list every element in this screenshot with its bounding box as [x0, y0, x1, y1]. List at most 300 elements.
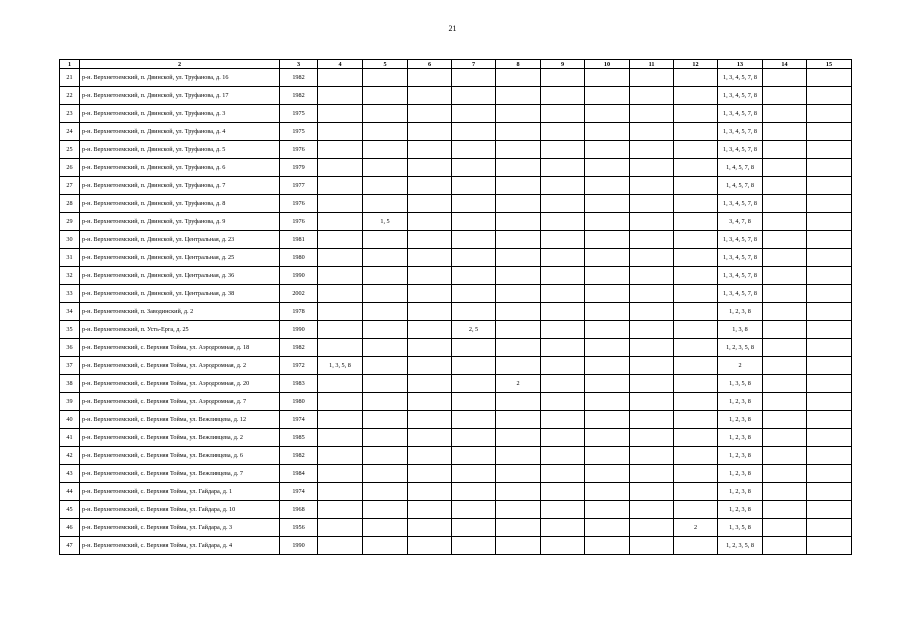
col-13-cell: 1, 2, 3, 8	[718, 447, 763, 465]
col-9-cell	[541, 447, 585, 465]
year-cell: 1975	[280, 105, 318, 123]
col-9-cell	[541, 195, 585, 213]
col-5-cell	[363, 303, 408, 321]
col-6-cell	[408, 537, 452, 555]
col-8-cell	[496, 159, 541, 177]
col-4-cell	[318, 411, 363, 429]
col-13-cell: 1, 3, 5, 8	[718, 519, 763, 537]
year-cell: 2002	[280, 285, 318, 303]
col-12-cell	[674, 339, 718, 357]
col-4-cell	[318, 447, 363, 465]
col-10-cell	[585, 375, 630, 393]
col-15-cell	[807, 159, 852, 177]
table-row	[60, 483, 852, 501]
housing-table	[59, 59, 852, 555]
col-12-cell	[674, 249, 718, 267]
col-11-cell	[630, 465, 674, 483]
col-12-cell	[674, 357, 718, 375]
col-13-cell: 1, 2, 3, 8	[718, 303, 763, 321]
row-number: 36	[60, 339, 80, 357]
column-header-1: 1	[60, 60, 80, 69]
col-9-cell	[541, 249, 585, 267]
column-header-11: 11	[630, 60, 674, 69]
col-14-cell	[763, 519, 807, 537]
col-4-cell	[318, 429, 363, 447]
col-11-cell	[630, 303, 674, 321]
col-14-cell	[763, 501, 807, 519]
column-header-8: 8	[496, 60, 541, 69]
col-10-cell	[585, 267, 630, 285]
address-cell: р-н. Верхнетоемский, п. Двинской, ул. Труфанова, д. 5	[80, 141, 280, 159]
col-12-cell	[674, 231, 718, 249]
col-14-cell	[763, 447, 807, 465]
col-15-cell	[807, 141, 852, 159]
table-row	[60, 69, 852, 87]
col-13-cell: 1, 2, 3, 8	[718, 501, 763, 519]
col-14-cell	[763, 375, 807, 393]
col-9-cell	[541, 177, 585, 195]
col-6-cell	[408, 483, 452, 501]
address-cell: р-н. Верхнетоемский, п. Двинской, ул. Центральная, д. 23	[80, 231, 280, 249]
address-cell: р-н. Верхнетоемский, п. Двинской, ул. Труфанова, д. 4	[80, 123, 280, 141]
table-row	[60, 213, 852, 231]
col-14-cell	[763, 537, 807, 555]
col-9-cell	[541, 87, 585, 105]
col-4-cell	[318, 123, 363, 141]
col-4-cell	[318, 519, 363, 537]
col-5-cell	[363, 87, 408, 105]
col-15-cell	[807, 483, 852, 501]
col-6-cell	[408, 141, 452, 159]
col-15-cell	[807, 303, 852, 321]
row-number: 47	[60, 537, 80, 555]
col-11-cell	[630, 141, 674, 159]
col-5-cell	[363, 465, 408, 483]
table-row	[60, 87, 852, 105]
col-5-cell	[363, 267, 408, 285]
address-cell: р-н. Верхнетоемский, п. Усть-Ерга, д. 25	[80, 321, 280, 339]
col-5-cell	[363, 501, 408, 519]
column-header-13: 13	[718, 60, 763, 69]
table-row	[60, 123, 852, 141]
col-11-cell	[630, 483, 674, 501]
col-13-cell: 1, 4, 5, 7, 8	[718, 159, 763, 177]
table-row	[60, 159, 852, 177]
col-8-cell	[496, 483, 541, 501]
col-12-cell	[674, 447, 718, 465]
year-cell: 1981	[280, 231, 318, 249]
col-12-cell	[674, 141, 718, 159]
col-14-cell	[763, 249, 807, 267]
col-8-cell	[496, 177, 541, 195]
col-13-cell: 1, 3, 4, 5, 7, 8	[718, 141, 763, 159]
col-12-cell	[674, 483, 718, 501]
year-cell: 1974	[280, 411, 318, 429]
address-cell: р-н. Верхнетоемский, с. Верхняя Тойма, ул. Аэродромная, д. 18	[80, 339, 280, 357]
col-11-cell	[630, 195, 674, 213]
col-6-cell	[408, 519, 452, 537]
col-10-cell	[585, 249, 630, 267]
table-row	[60, 447, 852, 465]
col-4-cell	[318, 339, 363, 357]
year-cell: 1976	[280, 141, 318, 159]
address-cell: р-н. Верхнетоемский, п. Заводинский, д. 2	[80, 303, 280, 321]
col-12-cell	[674, 267, 718, 285]
col-14-cell	[763, 411, 807, 429]
col-9-cell	[541, 159, 585, 177]
col-10-cell	[585, 213, 630, 231]
col-8-cell	[496, 537, 541, 555]
col-13-cell: 1, 3, 4, 5, 7, 8	[718, 123, 763, 141]
table-row	[60, 339, 852, 357]
col-15-cell	[807, 195, 852, 213]
col-9-cell	[541, 501, 585, 519]
col-12-cell	[674, 429, 718, 447]
col-7-cell	[452, 393, 496, 411]
col-14-cell	[763, 141, 807, 159]
col-14-cell	[763, 195, 807, 213]
col-13-cell: 1, 2, 3, 8	[718, 411, 763, 429]
col-12-cell	[674, 303, 718, 321]
address-cell: р-н. Верхнетоемский, с. Верхняя Тойма, ул. Вежливцева, д. 7	[80, 465, 280, 483]
col-9-cell	[541, 69, 585, 87]
col-9-cell	[541, 339, 585, 357]
col-10-cell	[585, 195, 630, 213]
col-8-cell	[496, 267, 541, 285]
col-15-cell	[807, 87, 852, 105]
year-cell: 1980	[280, 393, 318, 411]
col-4-cell: 1, 3, 5, 8	[318, 357, 363, 375]
col-11-cell	[630, 285, 674, 303]
col-14-cell	[763, 465, 807, 483]
row-number: 38	[60, 375, 80, 393]
table-row	[60, 429, 852, 447]
year-cell: 1978	[280, 303, 318, 321]
column-header-7: 7	[452, 60, 496, 69]
year-cell: 1983	[280, 375, 318, 393]
column-header-6: 6	[408, 60, 452, 69]
col-11-cell	[630, 321, 674, 339]
col-13-cell: 1, 3, 4, 5, 7, 8	[718, 69, 763, 87]
address-cell: р-н. Верхнетоемский, п. Двинской, ул. Труфанова, д. 3	[80, 105, 280, 123]
table-row	[60, 411, 852, 429]
col-10-cell	[585, 411, 630, 429]
col-15-cell	[807, 465, 852, 483]
col-6-cell	[408, 321, 452, 339]
header-row	[60, 60, 852, 69]
col-5-cell	[363, 123, 408, 141]
col-11-cell	[630, 393, 674, 411]
col-12-cell	[674, 537, 718, 555]
col-15-cell	[807, 339, 852, 357]
row-number: 25	[60, 141, 80, 159]
col-13-cell: 1, 3, 4, 5, 7, 8	[718, 195, 763, 213]
year-cell: 1972	[280, 357, 318, 375]
col-4-cell	[318, 393, 363, 411]
col-9-cell	[541, 141, 585, 159]
col-11-cell	[630, 249, 674, 267]
col-8-cell	[496, 231, 541, 249]
col-10-cell	[585, 465, 630, 483]
col-8-cell	[496, 339, 541, 357]
col-5-cell	[363, 357, 408, 375]
col-4-cell	[318, 303, 363, 321]
col-5-cell	[363, 285, 408, 303]
col-12-cell	[674, 501, 718, 519]
col-6-cell	[408, 375, 452, 393]
col-7-cell	[452, 447, 496, 465]
col-13-cell: 1, 2, 3, 8	[718, 393, 763, 411]
col-12-cell	[674, 213, 718, 231]
address-cell: р-н. Верхнетоемский, п. Двинской, ул. Труфанова, д. 16	[80, 69, 280, 87]
col-15-cell	[807, 231, 852, 249]
col-15-cell	[807, 123, 852, 141]
address-cell: р-н. Верхнетоемский, п. Двинской, ул. Труфанова, д. 7	[80, 177, 280, 195]
col-6-cell	[408, 123, 452, 141]
col-11-cell	[630, 105, 674, 123]
col-4-cell	[318, 501, 363, 519]
col-12-cell	[674, 177, 718, 195]
col-10-cell	[585, 177, 630, 195]
col-7-cell	[452, 465, 496, 483]
col-9-cell	[541, 285, 585, 303]
col-11-cell	[630, 537, 674, 555]
col-6-cell	[408, 393, 452, 411]
col-11-cell	[630, 375, 674, 393]
col-7-cell	[452, 87, 496, 105]
col-7-cell	[452, 123, 496, 141]
col-11-cell	[630, 231, 674, 249]
col-4-cell	[318, 537, 363, 555]
col-14-cell	[763, 321, 807, 339]
col-4-cell	[318, 195, 363, 213]
year-cell: 1982	[280, 447, 318, 465]
col-5-cell	[363, 249, 408, 267]
col-5-cell	[363, 429, 408, 447]
column-header-3: 3	[280, 60, 318, 69]
col-14-cell	[763, 123, 807, 141]
col-15-cell	[807, 519, 852, 537]
col-8-cell	[496, 519, 541, 537]
col-8-cell	[496, 303, 541, 321]
col-14-cell	[763, 213, 807, 231]
col-4-cell	[318, 249, 363, 267]
col-6-cell	[408, 177, 452, 195]
col-13-cell: 2	[718, 357, 763, 375]
col-5-cell	[363, 375, 408, 393]
page-number: 21	[448, 24, 457, 33]
col-6-cell	[408, 249, 452, 267]
table-row	[60, 249, 852, 267]
year-cell: 1982	[280, 69, 318, 87]
col-5-cell	[363, 339, 408, 357]
address-cell: р-н. Верхнетоемский, с. Верхняя Тойма, ул. Вежливцева, д. 2	[80, 429, 280, 447]
col-14-cell	[763, 267, 807, 285]
row-number: 21	[60, 69, 80, 87]
col-11-cell	[630, 447, 674, 465]
col-14-cell	[763, 393, 807, 411]
col-13-cell: 1, 2, 3, 8	[718, 483, 763, 501]
column-header-14: 14	[763, 60, 807, 69]
col-7-cell	[452, 231, 496, 249]
col-6-cell	[408, 231, 452, 249]
col-8-cell	[496, 357, 541, 375]
col-15-cell	[807, 213, 852, 231]
col-12-cell	[674, 159, 718, 177]
col-6-cell	[408, 159, 452, 177]
col-6-cell	[408, 285, 452, 303]
col-14-cell	[763, 105, 807, 123]
address-cell: р-н. Верхнетоемский, п. Двинской, ул. Центральная, д. 25	[80, 249, 280, 267]
col-11-cell	[630, 267, 674, 285]
col-12-cell	[674, 69, 718, 87]
col-12-cell	[674, 195, 718, 213]
col-9-cell	[541, 411, 585, 429]
year-cell: 1990	[280, 537, 318, 555]
row-number: 34	[60, 303, 80, 321]
col-14-cell	[763, 357, 807, 375]
year-cell: 1982	[280, 87, 318, 105]
col-10-cell	[585, 123, 630, 141]
col-13-cell: 1, 4, 5, 7, 8	[718, 177, 763, 195]
col-7-cell	[452, 69, 496, 87]
col-7-cell	[452, 501, 496, 519]
col-11-cell	[630, 177, 674, 195]
column-header-5: 5	[363, 60, 408, 69]
col-11-cell	[630, 123, 674, 141]
col-15-cell	[807, 69, 852, 87]
address-cell: р-н. Верхнетоемский, с. Верхняя Тойма, ул. Аэродромная, д. 7	[80, 393, 280, 411]
col-9-cell	[541, 303, 585, 321]
col-7-cell: 2, 5	[452, 321, 496, 339]
address-cell: р-н. Верхнетоемский, с. Верхняя Тойма, ул. Аэродромная, д. 2	[80, 357, 280, 375]
col-6-cell	[408, 465, 452, 483]
col-8-cell	[496, 411, 541, 429]
col-14-cell	[763, 177, 807, 195]
table-row	[60, 141, 852, 159]
address-cell: р-н. Верхнетоемский, п. Двинской, ул. Труфанова, д. 9	[80, 213, 280, 231]
col-4-cell	[318, 141, 363, 159]
row-number: 22	[60, 87, 80, 105]
col-11-cell	[630, 357, 674, 375]
year-cell: 1982	[280, 339, 318, 357]
col-10-cell	[585, 393, 630, 411]
col-9-cell	[541, 519, 585, 537]
address-cell: р-н. Верхнетоемский, с. Верхняя Тойма, ул. Гайдара, д. 3	[80, 519, 280, 537]
col-9-cell	[541, 231, 585, 249]
row-number: 24	[60, 123, 80, 141]
col-5-cell	[363, 411, 408, 429]
column-header-9: 9	[541, 60, 585, 69]
year-cell: 1974	[280, 483, 318, 501]
col-8-cell	[496, 429, 541, 447]
col-13-cell: 1, 3, 4, 5, 7, 8	[718, 231, 763, 249]
row-number: 40	[60, 411, 80, 429]
address-cell: р-н. Верхнетоемский, п. Двинской, ул. Центральная, д. 38	[80, 285, 280, 303]
col-12-cell	[674, 87, 718, 105]
col-10-cell	[585, 285, 630, 303]
col-9-cell	[541, 393, 585, 411]
table-row	[60, 195, 852, 213]
col-6-cell	[408, 501, 452, 519]
col-13-cell: 1, 3, 4, 5, 7, 8	[718, 105, 763, 123]
col-7-cell	[452, 213, 496, 231]
col-10-cell	[585, 339, 630, 357]
col-11-cell	[630, 87, 674, 105]
col-6-cell	[408, 87, 452, 105]
col-14-cell	[763, 339, 807, 357]
col-5-cell	[363, 177, 408, 195]
year-cell: 1976	[280, 195, 318, 213]
address-cell: р-н. Верхнетоемский, с. Верхняя Тойма, ул. Вежливцева, д. 6	[80, 447, 280, 465]
col-15-cell	[807, 267, 852, 285]
col-11-cell	[630, 159, 674, 177]
table-row	[60, 519, 852, 537]
table-row	[60, 321, 852, 339]
row-number: 46	[60, 519, 80, 537]
col-8-cell	[496, 141, 541, 159]
table-row	[60, 393, 852, 411]
col-5-cell	[363, 483, 408, 501]
col-4-cell	[318, 375, 363, 393]
row-number: 26	[60, 159, 80, 177]
col-9-cell	[541, 213, 585, 231]
table-row	[60, 303, 852, 321]
col-10-cell	[585, 519, 630, 537]
col-10-cell	[585, 483, 630, 501]
col-12-cell: 2	[674, 519, 718, 537]
row-number: 27	[60, 177, 80, 195]
col-5-cell	[363, 159, 408, 177]
col-11-cell	[630, 69, 674, 87]
col-10-cell	[585, 321, 630, 339]
col-7-cell	[452, 375, 496, 393]
col-15-cell	[807, 177, 852, 195]
col-13-cell: 1, 2, 3, 5, 8	[718, 537, 763, 555]
col-7-cell	[452, 105, 496, 123]
col-13-cell: 1, 3, 5, 8	[718, 375, 763, 393]
col-10-cell	[585, 501, 630, 519]
col-14-cell	[763, 429, 807, 447]
col-14-cell	[763, 231, 807, 249]
col-5-cell	[363, 105, 408, 123]
col-5-cell	[363, 195, 408, 213]
col-7-cell	[452, 285, 496, 303]
col-6-cell	[408, 213, 452, 231]
col-8-cell: 2	[496, 375, 541, 393]
col-7-cell	[452, 339, 496, 357]
year-cell: 1979	[280, 159, 318, 177]
col-6-cell	[408, 429, 452, 447]
col-9-cell	[541, 429, 585, 447]
col-8-cell	[496, 321, 541, 339]
col-9-cell	[541, 483, 585, 501]
col-6-cell	[408, 105, 452, 123]
col-7-cell	[452, 177, 496, 195]
col-15-cell	[807, 537, 852, 555]
col-8-cell	[496, 249, 541, 267]
col-4-cell	[318, 177, 363, 195]
col-7-cell	[452, 303, 496, 321]
address-cell: р-н. Верхнетоемский, п. Двинской, ул. Труфанова, д. 6	[80, 159, 280, 177]
col-4-cell	[318, 69, 363, 87]
col-13-cell: 1, 2, 3, 8	[718, 465, 763, 483]
address-cell: р-н. Верхнетоемский, п. Двинской, ул. Труфанова, д. 17	[80, 87, 280, 105]
col-9-cell	[541, 123, 585, 141]
col-13-cell: 1, 3, 4, 5, 7, 8	[718, 285, 763, 303]
col-10-cell	[585, 429, 630, 447]
col-11-cell	[630, 501, 674, 519]
